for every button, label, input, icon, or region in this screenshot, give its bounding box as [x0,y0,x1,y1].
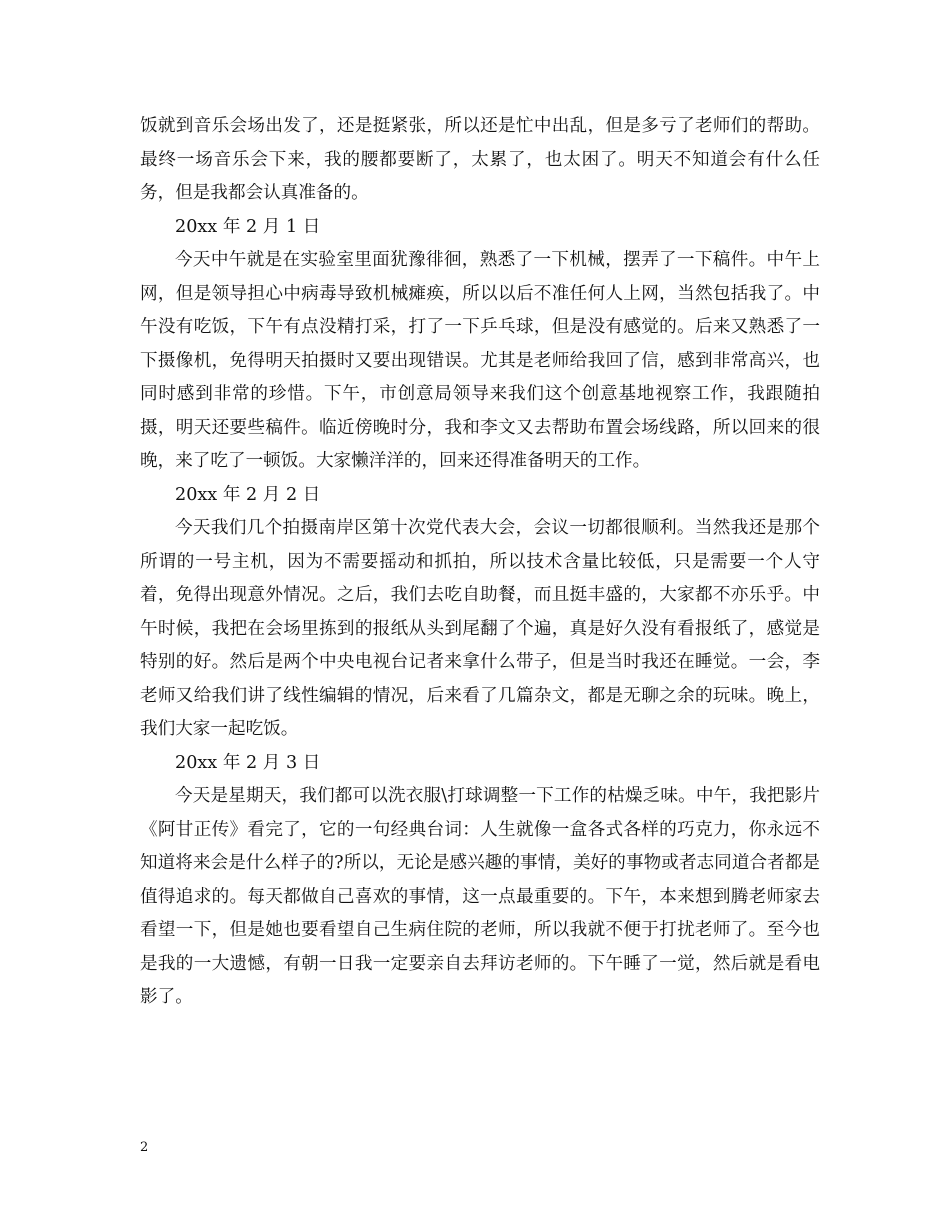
body-paragraph: 今天是星期天，我们都可以洗衣服\打球调整一下工作的枯燥乏味。中午，我把影片《阿甘正传》看完了，它的一句经典台词：人生就像一盒各式各样的巧克力，你永远不知道将来会是什么样子的?所以，无论是感兴趣的事情，美好的事物或者志同道合者都是值得追求的。每天都做自己喜欢的事情，这一点最重要的。下午，本来想到腾老师家去看望一下，但是她也要看望自己生病住院的老师，所以我就不便于打扰老师了。至今也是我的一大遗憾，有朝一日我一定要亲自去拜访老师的。下午睡了一觉，然后就是看电影了。 [140,786,820,1007]
date-heading: 20xx 年 2 月 2 日 [175,484,321,505]
body-paragraph: 今天中午就是在实验室里面犹豫徘徊，熟悉了一下机械，摆弄了一下稿件。中午上网，但是领导担心中病毒导致机械瘫痪，所以以后不准任何人上网，当然包括我了。中午没有吃饭，下午有点没精打采，打了一下乒乓球，但是没有感觉的。后来又熟悉了一下摄像机，免得明天拍摄时又要出现错误。尤其是老师给我回了信，感到非常高兴，也同时感到非常的珍惜。下午，市创意局领导来我们这个创意基地视察工作，我跟随拍摄，明天还要些稿件。临近傍晚时分，我和李文又去帮助布置会场线路，所以回来的很晚，来了吃了一顿饭。大家懒洋洋的，回来还得准备明天的工作。 [140,250,820,471]
date-heading: 20xx 年 2 月 1 日 [175,216,321,237]
date-heading: 20xx 年 2 月 3 日 [175,752,321,773]
body-paragraph: 今天我们几个拍摄南岸区第十次党代表大会，会议一切都很顺利。当然我还是那个所谓的一号主机，因为不需要摇动和抓拍，所以技术含量比较低，只是需要一个人守着，免得出现意外情况。之后，我们去吃自助餐，而且挺丰盛的，大家都不亦乐乎。中午时候，我把在会场里拣到的报纸从头到尾翻了个遍，真是好久没有看报纸了，感觉是特别的好。然后是两个中央电视台记者来拿什么带子，但是当时我还在睡觉。一会，李老师又给我们讲了线性编辑的情况，后来看了几篇杂文，都是无聊之余的玩味。晚上，我们大家一起吃饭。 [140,518,820,739]
page-number: 2 [140,1140,149,1155]
paragraph-continued: 饭就到音乐会场出发了，还是挺紧张，所以还是忙中出乱，但是多亏了老师们的帮助。最终一场音乐会下来，我的腰都要断了，太累了，也太困了。明天不知道会有什么任务，但是我都会认真准备的。 [140,116,820,203]
document-body [140,110,820,1015]
